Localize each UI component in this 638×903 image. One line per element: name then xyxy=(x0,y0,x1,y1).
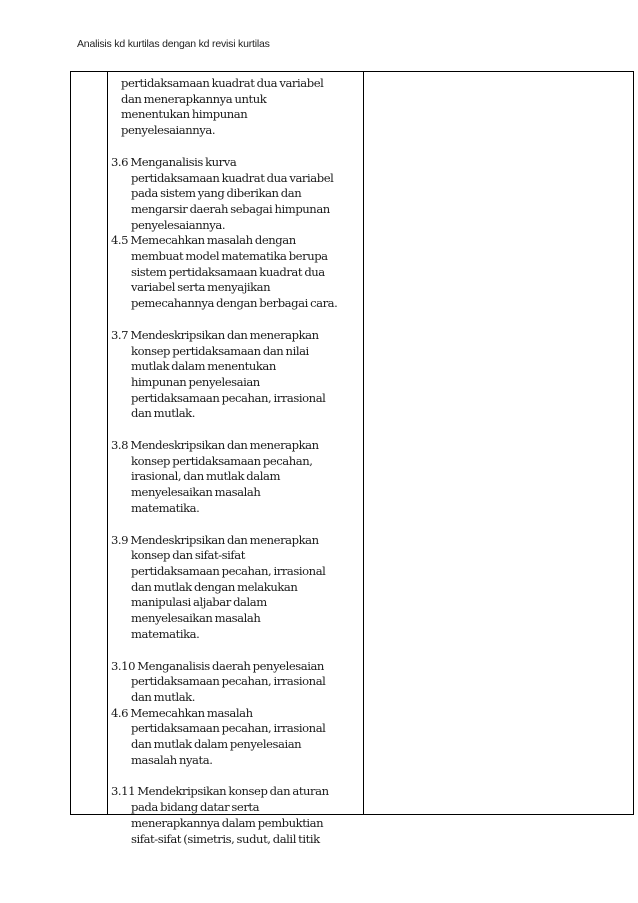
kd-line: menyelesaikan masalah xyxy=(131,485,261,500)
kd-line: 3.7 Mendeskripsikan dan menerapkan xyxy=(111,327,319,342)
kd-line: sistem pertidaksamaan kuadrat dua xyxy=(131,264,325,279)
column-divider-right xyxy=(363,72,364,814)
column-divider-left xyxy=(107,72,108,814)
kd-continuation xyxy=(111,76,361,139)
kd-line: pertidaksamaan kuadrat dua variabel xyxy=(131,170,334,185)
kd-item xyxy=(111,784,361,847)
block-gap xyxy=(111,422,361,438)
kd-line: penyelesaiannya. xyxy=(121,123,216,138)
kd-line: variabel serta menyajikan xyxy=(131,280,271,295)
kd-item xyxy=(111,233,361,312)
kd-line: pertidaksamaan kuadrat dua variabel xyxy=(121,76,324,90)
kd-line: masalah nyata. xyxy=(131,752,213,767)
kd-line: menyelesaikan masalah xyxy=(131,611,261,626)
kd-item xyxy=(111,706,361,769)
kd-line: dan mutlak dalam penyelesaian xyxy=(131,737,302,752)
kd-line: dan mutlak dengan melakukan xyxy=(131,579,298,594)
kd-line: pemecahannya dengan berbagai cara. xyxy=(131,296,338,311)
kd-line: konsep pertidaksamaan dan nilai xyxy=(131,343,309,358)
kd-line: pada bidang datar serta xyxy=(131,800,260,815)
kd-line: penyelesaiannya. xyxy=(131,217,226,232)
kd-line: mutlak dalam menentukan xyxy=(131,359,276,374)
kd-line: 4.6 Memecahkan masalah xyxy=(111,705,253,720)
kd-line: 3.9 Mendeskripsikan dan menerapkan xyxy=(111,532,319,547)
kd-line: matematika. xyxy=(131,500,200,515)
block-gap xyxy=(111,517,361,533)
kd-line: dan menerapkannya untuk xyxy=(121,91,267,106)
kd-line: menentukan himpunan xyxy=(121,107,248,122)
kd-line: matematika. xyxy=(131,626,200,641)
kd-line: konsep pertidaksamaan pecahan, xyxy=(131,453,313,468)
kd-item xyxy=(111,438,361,517)
kd-line: menerapkannya dalam pembuktian xyxy=(131,815,324,830)
kd-line: himpunan penyelesaian xyxy=(131,374,260,389)
block-gap xyxy=(111,139,361,155)
kd-line: 4.5 Memecahkan masalah dengan xyxy=(111,233,296,248)
kd-line: pertidaksamaan pecahan, irrasional xyxy=(131,721,326,736)
kd-line: irasional, dan mutlak dalam xyxy=(131,469,280,484)
page-header: Analisis kd kurtilas dengan kd revisi kurtilas xyxy=(77,38,270,50)
kd-line: 3.6 Menganalisis kurva xyxy=(111,154,237,169)
kd-line: pertidaksamaan pecahan, irrasional xyxy=(131,563,326,578)
block-gap xyxy=(111,643,361,659)
kd-line: pada sistem yang diberikan dan xyxy=(131,186,302,201)
kd-line: konsep dan sifat-sifat xyxy=(131,548,245,563)
kd-item xyxy=(111,155,361,234)
kd-line: pertidaksamaan pecahan, irrasional xyxy=(131,674,326,689)
kd-item xyxy=(111,328,361,422)
kd-line: 3.10 Menganalisis daerah penyelesaian xyxy=(111,658,324,673)
kd-table xyxy=(70,71,634,846)
kd-line: 3.8 Mendeskripsikan dan menerapkan xyxy=(111,438,319,453)
block-gap xyxy=(111,312,361,328)
kd-line: manipulasi aljabar dalam xyxy=(131,595,267,610)
kd-line: sifat-sifat (simetris, sudut, dalil titik xyxy=(131,831,320,846)
kd-line: 3.11 Mendekripsikan konsep dan aturan xyxy=(111,784,329,799)
kd-line: mengarsir daerah sebagai himpunan xyxy=(131,201,330,216)
block-gap xyxy=(111,768,361,784)
kd-line: dan mutlak. xyxy=(131,689,195,704)
kd-item xyxy=(111,533,361,643)
kd-line: dan mutlak. xyxy=(131,406,195,421)
kd-cell xyxy=(111,72,361,847)
kd-line: pertidaksamaan pecahan, irrasional xyxy=(131,390,326,405)
kd-item xyxy=(111,659,361,706)
kd-line: membuat model matematika berupa xyxy=(131,249,328,264)
